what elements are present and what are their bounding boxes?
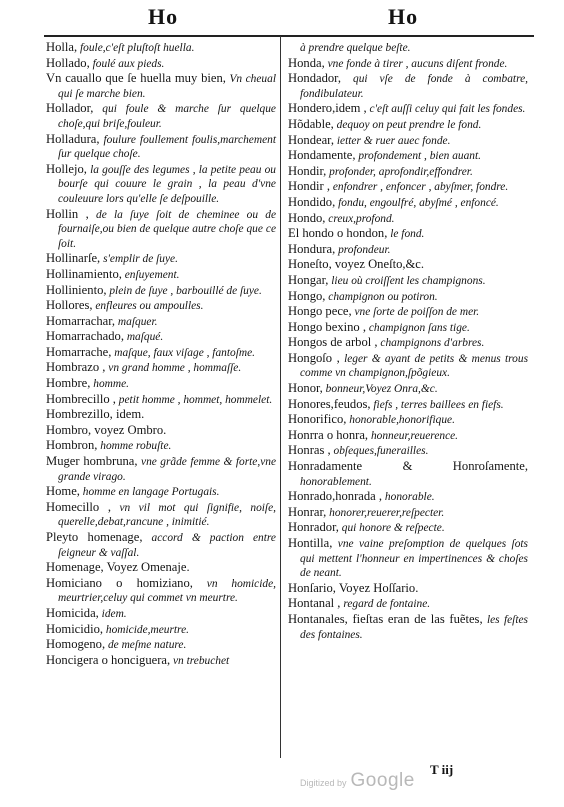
entry-definition: maſque, faux viſage , fantoſme. bbox=[111, 346, 256, 359]
entry-definition: s'emplir de ſuye. bbox=[100, 253, 178, 266]
entry-headword: Hongoſo , bbox=[288, 350, 340, 365]
page-footer bbox=[0, 762, 564, 792]
dictionary-entry bbox=[46, 251, 276, 267]
entry-definition: homme en langage Portugais. bbox=[79, 486, 220, 499]
dictionary-entry bbox=[46, 283, 276, 299]
entry-headword: Honorifico, bbox=[288, 412, 347, 427]
dictionary-entry bbox=[288, 195, 528, 211]
entry-headword: Honradamente & Honroſamente, bbox=[288, 459, 528, 474]
dictionary-entry bbox=[46, 560, 276, 576]
entry-definition: enfondrer , enfoncer , abyſmer, fondre. bbox=[329, 181, 509, 194]
entry-headword: Homarrachar, bbox=[46, 313, 116, 328]
dictionary-entry bbox=[288, 117, 528, 133]
entry-definition: vn grand homme , hommaſſe. bbox=[105, 362, 242, 375]
entry-definition: fondu, engoulfré, abyſmé , enfoncé. bbox=[335, 196, 499, 209]
entry-definition: foule,c'eſt pluſtoſt huella. bbox=[77, 42, 195, 54]
entry-definition: foulé aux pieds. bbox=[89, 57, 165, 70]
dictionary-entry bbox=[46, 162, 276, 207]
entry-headword: Homicidio, bbox=[46, 621, 104, 636]
dictionary-entry bbox=[288, 71, 528, 101]
dictionary-entry bbox=[288, 211, 528, 227]
entry-headword: Hongos de arbol , bbox=[288, 335, 378, 350]
entry-headword: Hombre, bbox=[46, 376, 91, 391]
dictionary-entry bbox=[46, 101, 276, 131]
entry-definition: homme. bbox=[90, 378, 130, 391]
entry-definition: enfleures ou ampoulles. bbox=[92, 300, 204, 313]
entry-headword: Hombrezillo, idem. bbox=[46, 407, 145, 422]
entry-headword: Muger hombruna, bbox=[46, 454, 138, 469]
entry-definition: c'eſt auſſi celuy qui fait les fondes. bbox=[366, 103, 526, 116]
entry-headword: Hondear, bbox=[288, 132, 335, 147]
entry-headword: Hongo bexino , bbox=[288, 319, 367, 334]
entry-definition: de meſme nature. bbox=[105, 639, 187, 652]
entry-definition: vne ſorte de poiſſon de mer. bbox=[351, 306, 480, 319]
entry-definition: homicide,meurtre. bbox=[103, 623, 189, 636]
entry-definition: petit homme , hommet, hommelet. bbox=[115, 393, 273, 406]
dictionary-entry bbox=[288, 226, 528, 242]
entry-headword: Home, bbox=[46, 484, 80, 499]
entry-definition: qui vſe de fonde à combatre, fondibulateur. bbox=[300, 73, 528, 100]
header-rule bbox=[44, 35, 534, 37]
entry-headword: Hollado, bbox=[46, 55, 90, 70]
dictionary-entry bbox=[46, 500, 276, 530]
entry-headword: Hondo, bbox=[288, 210, 326, 225]
entry-headword: Vn cauallo que ſe huella muy bien, bbox=[46, 71, 226, 86]
entry-headword: Homarrache, bbox=[46, 344, 112, 359]
entry-definition: ietter & ruer auec fonde. bbox=[334, 134, 451, 147]
entry-headword: Hõdable, bbox=[288, 116, 334, 131]
entry-definition: honorable. bbox=[382, 491, 435, 504]
entry-headword: El hondo o hondon, bbox=[288, 226, 388, 241]
dictionary-entry bbox=[288, 242, 528, 258]
dictionary-entry bbox=[288, 412, 528, 428]
entry-headword: Hondura, bbox=[288, 241, 336, 256]
entry-definition: champignons d'arbres. bbox=[377, 337, 485, 350]
dictionary-entry bbox=[288, 257, 528, 273]
entry-headword: Hombrazo , bbox=[46, 360, 106, 375]
entry-definition: honorable,honorifique. bbox=[346, 414, 455, 427]
dictionary-entry bbox=[46, 376, 276, 392]
entry-headword: Hombron, bbox=[46, 438, 98, 453]
entry-headword: Homenage, Voyez Omenaje. bbox=[46, 560, 190, 575]
dictionary-entry bbox=[288, 351, 528, 381]
entry-definition: champignon ſans tige. bbox=[366, 321, 470, 334]
entry-definition: champignon ou potiron. bbox=[325, 290, 438, 303]
entry-headword: Hondador, bbox=[288, 71, 342, 86]
entry-definition: enſuyement. bbox=[121, 268, 180, 281]
entry-definition: la gouſſe des legumes , la petite peau ou bourſe qui couure le grain , la peau d'vne couleuure lors qu'elle ſe deſpouille. bbox=[58, 163, 276, 205]
dictionary-entry bbox=[288, 179, 528, 195]
dictionary-entry bbox=[288, 40, 528, 56]
dictionary-entry bbox=[288, 101, 528, 117]
entry-headword: Holliniento, bbox=[46, 282, 107, 297]
entry-definition: vn vil mot qui ſignifie, noiſe, querelle,debat,rancune , inimitié. bbox=[58, 501, 276, 529]
dictionary-entry bbox=[288, 489, 528, 505]
entry-headword: Hongo pece, bbox=[288, 304, 352, 319]
dictionary-entry bbox=[46, 360, 276, 376]
entry-definition: profondement , bien auant. bbox=[355, 150, 481, 163]
dictionary-entry bbox=[288, 428, 528, 444]
entry-definition: foulure foullement foulis,marchement ſur quelque choſe. bbox=[58, 133, 276, 161]
entry-headword: Hondamente, bbox=[288, 148, 356, 163]
dictionary-entry bbox=[288, 612, 528, 642]
entry-definition: de la ſuye ſoit de cheminee ou de fournaiſe,ou bien de quelque autre choſe que ce ſoit. bbox=[58, 208, 277, 250]
entry-definition: honorablement. bbox=[300, 475, 372, 488]
dictionary-entry bbox=[288, 335, 528, 351]
right-column bbox=[288, 40, 528, 642]
entry-headword: Homicida, bbox=[46, 605, 99, 620]
dictionary-entry bbox=[46, 345, 276, 361]
entry-definition: honneur,reuerence. bbox=[368, 429, 459, 442]
entry-headword: Honrar, bbox=[288, 504, 327, 519]
entry-definition: obſeques,funerailles. bbox=[330, 445, 429, 458]
entry-definition: Vn cheual qui ſe marche bien. bbox=[58, 73, 276, 100]
entry-headword: Holla, bbox=[46, 40, 78, 54]
entry-definition: vne vaine preſomption de quelques ſots qui mettent l'honneur en impertinences & choſes de neant. bbox=[300, 538, 528, 580]
entry-definition: accord & paction entre ſeigneur & vaſſal. bbox=[58, 532, 276, 559]
running-head-right: Ho bbox=[388, 4, 419, 29]
entry-headword: Hondero,idem , bbox=[288, 101, 367, 116]
entry-headword: Hontanal , bbox=[288, 596, 341, 611]
entry-headword: Hombro, voyez Ombro. bbox=[46, 422, 167, 437]
entry-headword: Honores,feudos, bbox=[288, 396, 371, 411]
entry-headword: Honrado,honrada , bbox=[288, 489, 383, 504]
dictionary-entry bbox=[46, 423, 276, 439]
entry-definition: idem. bbox=[98, 607, 127, 620]
entry-headword: Hollin , bbox=[46, 206, 89, 221]
entry-headword: Hontanales, fieſtas eran de las fuẽtes, bbox=[288, 611, 483, 626]
entry-headword: Hontilla, bbox=[288, 536, 333, 550]
dictionary-entry bbox=[288, 397, 528, 413]
dictionary-entry bbox=[288, 596, 528, 612]
signature-mark: T iij bbox=[430, 762, 454, 777]
entry-definition: homme robuſte. bbox=[97, 440, 172, 453]
dictionary-entry bbox=[46, 329, 276, 345]
entry-headword: Honeſto, voyez Oneſto,&c. bbox=[288, 257, 425, 272]
entry-headword: Hondido, bbox=[288, 194, 336, 209]
entry-headword: Hongo, bbox=[288, 288, 326, 303]
entry-headword: Honor, bbox=[288, 381, 323, 396]
dictionary-entry bbox=[288, 581, 528, 597]
entry-definition: qui honore & reſpecte. bbox=[338, 522, 445, 535]
entry-definition: vn homicide, meurtrier,celuy qui commet vn meurtre. bbox=[58, 577, 276, 605]
entry-headword: Holladura, bbox=[46, 131, 100, 146]
watermark-google: Google bbox=[350, 770, 415, 791]
left-column bbox=[46, 40, 276, 668]
dictionary-entry bbox=[288, 289, 528, 305]
dictionary-entry bbox=[288, 56, 528, 72]
dictionary-entry bbox=[288, 459, 528, 489]
watermark-digitized: Digitized by bbox=[300, 778, 347, 788]
dictionary-entry bbox=[46, 314, 276, 330]
entry-headword: Honcigera o honciguera, bbox=[46, 652, 171, 667]
dictionary-entry bbox=[46, 56, 276, 72]
entry-headword: Homogeno, bbox=[46, 637, 106, 652]
entry-definition: profondeur. bbox=[335, 243, 391, 256]
entry-definition: leger & ayant de petits & menus trous comme vn champignon,ſpõgieux. bbox=[300, 352, 529, 380]
entry-definition: le fond. bbox=[387, 228, 425, 241]
dictionary-entry bbox=[288, 304, 528, 320]
dictionary-entry bbox=[46, 438, 276, 454]
dictionary-entry bbox=[46, 298, 276, 314]
dictionary-entry bbox=[46, 407, 276, 423]
entry-definition: vne fonde à tirer , aucuns diſent fronde. bbox=[324, 57, 508, 70]
entry-definition: plein de ſuye , barbouillé de ſuye. bbox=[106, 284, 262, 297]
entry-headword: Homiciano o homiziano, bbox=[46, 575, 193, 590]
entry-headword: Honſario, Voyez Hoſſario. bbox=[288, 580, 419, 595]
dictionary-entry bbox=[288, 133, 528, 149]
entry-definition: les feſtes des fontaines. bbox=[300, 613, 528, 641]
dictionary-entry bbox=[46, 530, 276, 560]
dictionary-entry bbox=[46, 606, 276, 622]
entry-definition: profonder, aprofondir,effondrer. bbox=[326, 165, 473, 178]
dictionary-entry bbox=[288, 520, 528, 536]
entry-definition: honorer,reuerer,reſpecter. bbox=[326, 506, 445, 519]
entry-headword: Hollador, bbox=[46, 101, 94, 116]
dictionary-entry bbox=[46, 207, 276, 252]
entry-headword: Homecillo , bbox=[46, 499, 112, 514]
dictionary-entry bbox=[288, 443, 528, 459]
entry-definition: bonneur,Voyez Onra,&c. bbox=[322, 383, 438, 396]
dictionary-entry bbox=[46, 132, 276, 162]
column-divider bbox=[280, 36, 281, 758]
entry-definition: fiefs , terres baillees en fiefs. bbox=[370, 398, 504, 411]
dictionary-entry bbox=[46, 637, 276, 653]
entry-headword: Hollinarſe, bbox=[46, 251, 101, 266]
entry-definition: regard de fontaine. bbox=[340, 598, 431, 611]
entry-headword: Hondir, bbox=[288, 163, 327, 178]
entry-headword: Homarrachado, bbox=[46, 329, 124, 344]
entry-headword: Honrra o honra, bbox=[288, 427, 369, 442]
dictionary-entry bbox=[288, 273, 528, 289]
dictionary-entry bbox=[46, 622, 276, 638]
dictionary-entry bbox=[288, 536, 528, 581]
dictionary-entry bbox=[288, 164, 528, 180]
dictionary-entry bbox=[288, 381, 528, 397]
dictionary-entry bbox=[46, 484, 276, 500]
entry-headword: Hollores, bbox=[46, 298, 93, 313]
dictionary-entry bbox=[288, 320, 528, 336]
entry-headword: Honrador, bbox=[288, 520, 339, 535]
entry-headword: Honda, bbox=[288, 55, 325, 70]
dictionary-entry bbox=[46, 576, 276, 606]
entry-definition: qui foule & marche ſur quelque choſe,qui briſe,fouleur. bbox=[58, 103, 276, 130]
dictionary-entry bbox=[46, 392, 276, 408]
entry-definition: vne grãde femme & forte,vne grande virago. bbox=[58, 456, 276, 483]
entry-headword: Honras , bbox=[288, 443, 331, 458]
entry-definition: maſquer. bbox=[115, 315, 158, 328]
entry-definition: maſqué. bbox=[123, 331, 164, 344]
dictionary-entry bbox=[46, 40, 276, 56]
dictionary-entry bbox=[288, 148, 528, 164]
dictionary-entry bbox=[46, 71, 276, 101]
entry-definition: dequoy on peut prendre le fond. bbox=[333, 118, 482, 131]
entry-definition: vn trebuchet bbox=[170, 654, 230, 667]
entry-definition: à prendre quelque beſte. bbox=[300, 42, 411, 54]
entry-headword: Hongar, bbox=[288, 272, 329, 287]
entry-definition: lieu où croiſſent les champignons. bbox=[328, 274, 486, 287]
dictionary-entry bbox=[46, 653, 276, 669]
entry-headword: Hollinamiento, bbox=[46, 266, 122, 281]
running-head-left: Ho bbox=[148, 4, 179, 29]
entry-headword: Hondir , bbox=[288, 179, 330, 194]
google-watermark bbox=[300, 770, 415, 792]
entry-headword: Hombrecillo , bbox=[46, 391, 116, 406]
entry-definition: creux,profond. bbox=[325, 212, 395, 225]
entry-headword: Hollejo, bbox=[46, 161, 87, 176]
dictionary-entry bbox=[46, 454, 276, 484]
dictionary-entry bbox=[46, 267, 276, 283]
entry-headword: Pleyto homenage, bbox=[46, 530, 143, 544]
dictionary-entry bbox=[288, 505, 528, 521]
